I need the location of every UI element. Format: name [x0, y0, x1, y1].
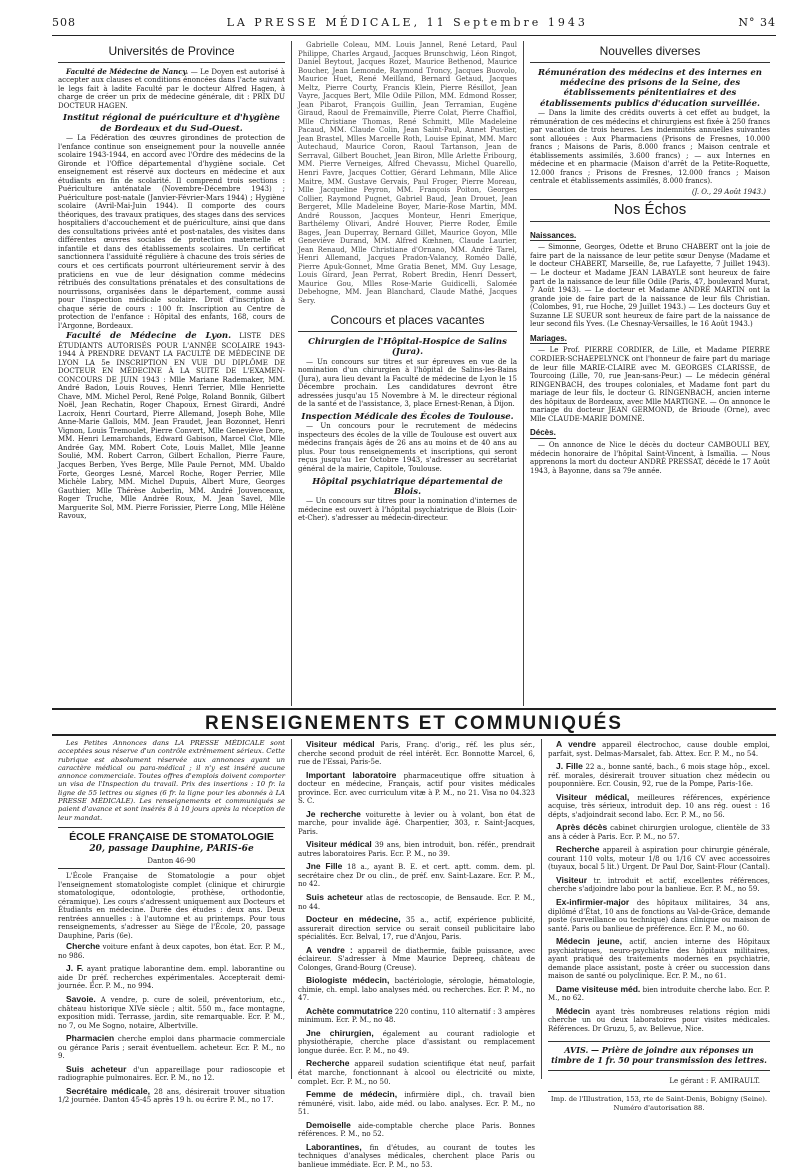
article-text-lyon: LISTE DES ÉTUDIANTS AUTORISÉS POUR L'ANNÉE SCOLAIRE 1943-1944 À PRENDRE DEVANT LA FACULTÉ DE MÉDECINE DE LYON LA 5e INSCRIPTION EN VUE DU DIPLÔME DE DOCTEUR EN MÉDECINE À LA SUITE DE L'EXAMEN-CONCOURS DE JUIN 1943 : Mlle Mariane Rademaker, MM. André Badon, Louis Rouves, Henri Terrier, Mlle Henriette Chave, MM. Michel Perol, René Polge, Roland Bonnik, Gilbert Noël, Jean Rechatin, Roger Chapoux, Ernest Girardi, André Lacroix, Henri Courtard, Pierre Allemand, Joseph Bohe, Mlle Anne-Marie Gallois, MM. Jean Fraudet, Jean Bozonnet, Henri Vignon, Louis Tremoulet, Pierre Convert, Mlle Geneviève Dore, MM. Henri Lemarchands, Edward Gabison, Marcel Clot, Mlle Andrée Gay, MM. Robert Cote, Louis Mallet, Mlle Jeanne Soulié, MM. Robert Carron, Gilbert Echallon, Pierre Faure, Jacques Berben, Yves Berge, Mlle Paule Pernot, MM. Ubaldo Forte, Georges Lesné, Marcel Roche, Roger Perrier, Mlle Michèle Labry, MM. Michel Dupuis, Albert Mure, Georges Gauthier, Mlle Thérèse Auberlin, MM. André Jouvenceaux, Roger Truche, Mlle Andrée Roux, M. Jean Savel, Mlle Marguerite Sol, MM. Pierre Forissier, Pierre Long, Mlle Hélène Ravoux,	[58, 332, 285, 521]
classified-ad-head: Ex-infirmier-major	[556, 896, 630, 907]
classified-ad-text: tr. introduit et actif, excellentes références, cherche s'adjoindre labo pour la banlieue. Ecr. P. M., no 59.	[548, 876, 771, 894]
classified-ad-head: Suis acheteur	[306, 891, 363, 902]
ads-list-2	[298, 739, 535, 1169]
classified-ad-text: A vendre, p. cure de soleil, préventorium, etc., château historique XIVe siècle ; altit. 550 m., face montagne, exposition midi. Terrasse, jardin, site remarquable. Ecr. P. M., no 7, ou Me Sogno, notaire, Albertville.	[58, 996, 285, 1030]
classified-ad-head: Recherche	[556, 844, 600, 855]
classified-ad-text: cherche emploi dans pharmacie commerciale ou gérance Paris ; serait éventuellem. acheteur. Ecr. P. M., no 9.	[58, 1035, 285, 1061]
classified-ad-text: 18 a., ayant B. E. et cert. aptt. comm. dem. pl. secrétaire chez Dr ou clin., de préf. env. Saint-Lazare. Ecr. P. M., no 42.	[298, 863, 535, 889]
classified-ad	[298, 861, 535, 889]
column-nouvelles	[524, 41, 776, 706]
classified-ad-text: appareil électrochoc, cause double emploi, parfait, syst. Delmas-Marsalet, fab. Attex. Ecr. P. M., no 54.	[548, 741, 770, 758]
school-name: ÉCOLE FRANÇAISE DE STOMATOLOGIE	[69, 830, 274, 843]
nouvelles-head-remuneration: Rémunération des médecins et des internes en médecine des prisons de la Seine, des établissements pénitentiaires et des établissements publics d'éducation surveillée.	[538, 67, 762, 109]
classified-ad	[298, 975, 535, 1003]
classified-ad	[298, 809, 535, 837]
classified-ad	[548, 844, 770, 872]
classified-ad-text: appareil à aspiration pour chirurgie générale, courant 110 volts, moteur 1/8 ou 1/16 CV avec accessoires (tuyaux, bocal 5 lit.) Urgent. Dr Paul Dor, Saint-Flour (Cantal).	[548, 846, 770, 872]
classified-ad	[298, 1028, 535, 1056]
annonces-intro: Les Petites Annonces dans LA PRESSE MÉDICALE sont acceptées sous réserve d'un contrôle extrêmement sérieux. Cette rubrique est absolument réservée aux annonces ayant un caractère médical ou para-médical ; il n'y est inséré aucune annonce commerciale. Toutes offres d'emplois doivent comporter un visa de l'Inspection du travail. Prix des insertions : 10 fr. la ligne de 55 lettres ou signes (6 fr. la ligne pour les abonnés à LA PRESSE MÉDICALE). Les renseignements et communiqués se paient d'avance et sont insérés 8 à 10 jours après la réception de leur mandat.	[58, 739, 285, 822]
classified-ad-head: Biologiste médecin,	[306, 975, 390, 986]
classified-ad	[548, 1006, 770, 1034]
classified-ad-head: Achète commutatrice	[306, 1005, 393, 1016]
classified-ad-text: des hôpitaux militaires, 34 ans, diplômé d'État, 10 ans de fonctions au Val-de-Grâce, demande poste (surveillance ou technique) dans clinique ou maison de santé. Paris ou banlieue de préférence. Ecr. P. M., no 60.	[548, 898, 770, 933]
classified-ad	[58, 941, 285, 960]
classified-ad	[58, 1086, 285, 1105]
classified-ad-head: Visiteur médical,	[556, 791, 630, 802]
classified-ad-text: voiturette à levier ou à volant, bon état de marche, pour invalide âgé. Charpentier, 303, r. Saint-Jacques, Paris.	[298, 810, 535, 836]
classified-ad	[548, 761, 770, 789]
classified-ad-text: infirmière dipl., ch. travail bien rémunéré, visit. labo, aide méd. ou labo. analyses. Ecr. P. M., no 51.	[298, 1091, 535, 1117]
classified-ad	[298, 1089, 535, 1117]
classified-ad-text: appareil de diathermie, faible puissance, avec éclaireur. S'adresser à Mme Maurice Depreeq, château de Colonges, Grand-Bourg (Creuse).	[298, 946, 535, 972]
classified-ad-head: Médecin jeune,	[556, 936, 622, 947]
classified-ad-head: Cherche	[66, 941, 101, 952]
column-annonces-1	[52, 739, 292, 1105]
classified-ad-head: Demoiselle	[306, 1119, 351, 1130]
classified-ad-text: actif, ancien interne des Hôpitaux psychiatriques, neuro-psychiatre des hôpitaux militaires, ayant pratiqué des traitements modernes en psychiatrie, demande place assistant, poste à créer ou succession dans maison de santé ou polyclinique. Ecr. P. M., no 61.	[548, 938, 770, 981]
classified-ad	[58, 1064, 285, 1083]
section-title-nouvelles: Nouvelles diverses	[530, 44, 770, 63]
classified-ad-text: bien introduite cherche labo. Ecr. P. M., no 62.	[548, 985, 770, 1003]
text-mariages: — Le Prof. PIERRE CORDIER, de Lille, et Madame PIERRE CORDIER-SCHAEPELYNCK ont l'honneur de faire part du mariage de leur fille MARIE-CLAIRE avec M. GEORGES CLARISSE, de Tourcoing (Lille, 70, rue Jean-sans-Peur.) — Le médecin général RINGENBACH, des troupes coloniales, et Madame font part du mariage de leur fils, le docteur G. RINGENBACH, ancien interne des hôpitaux de Bordeaux, avec Mlle MARTIGNE. — On annonce le mariage du docteur JEAN GERMOND, de Brioude (Orne), avec Mlle CLAUDE-MARIE DOMINÉ.	[530, 346, 770, 423]
classified-ad-head: A vendre	[556, 739, 596, 749]
school-box	[58, 827, 285, 869]
classified-ad-text: 35 a., actif, expérience publicité, assurerait direction service ou serait conseil publicitaire labo spécialités. Ecr. Belval, 17, rue d'Anjou, Paris.	[298, 916, 535, 942]
classified-ad-head: Jne chirurgien,	[306, 1027, 374, 1038]
classified-ad-head: Je recherche	[306, 808, 361, 819]
classified-ad-text: appareil sudation scientifique état neuf, parfait état marche, fonctionnant à alcool ou électricité ou mixte, complet. Ecr. P. M., no 50.	[298, 1060, 536, 1086]
classified-ad	[298, 892, 535, 911]
classified-ad-text: d'un appareillage pour radioscopie et radiographie pulmonaires. Ecr. P. M., no 12.	[58, 1065, 285, 1083]
classified-ad	[298, 1058, 535, 1086]
section-banner-renseignements: RENSEIGNEMENTS ET COMMUNIQUÉS	[52, 708, 776, 736]
classified-ad	[548, 936, 770, 981]
classified-ad-head: Docteur en médecine,	[306, 914, 401, 925]
classified-ad-head: J. Fille	[556, 761, 583, 772]
ads-list-1	[58, 941, 285, 1105]
classified-ad	[298, 1120, 535, 1139]
column-annonces-2	[292, 739, 542, 1169]
classified-ad-head: A vendre :	[306, 944, 353, 955]
concours-text-toulouse: — Un concours pour le recrutement de médecins inspecteurs des écoles de la ville de Toulouse est ouvert aux médecins français âgés de 26 ans au moins et de 40 ans au plus. Pour tous renseignements et inscriptions, qui seront reçus jusqu'au 1er Octobre 1943, s'adresser au secrétariat général de la mairie, Capitole, Toulouse.	[298, 422, 517, 474]
classified-ad-head: Visiteur médical	[306, 839, 372, 850]
concours-head-toulouse: Inspection Médicale des Écoles de Toulouse.	[301, 412, 514, 422]
classified-ad	[298, 739, 535, 767]
classified-ad-head: Dame visiteuse méd.	[556, 983, 641, 994]
section-title-universites: Universités de Province	[58, 44, 285, 63]
classified-ad-text: 28 ans, désirerait trouver situation 1/2 journée. Danton 45-45 après 19 h. ou écrire P. M., no 17.	[58, 1087, 285, 1105]
classified-ad-text: 39 ans, bien introduit, bon. référ., prendrait autres laboratoires Paris. Ecr. P. M., no 39.	[298, 841, 535, 858]
classified-ad-head: Visiteur	[556, 874, 588, 885]
classified-ad	[298, 839, 535, 858]
classified-ad-text: bactériologie, sérologie, hématologie, chimie, ch. empl. labo analyses méd. ou recherches. Ecr. P. M., no 47.	[298, 977, 535, 1003]
article-head-bordeaux: Institut régional de puériculture et d'hygiène de Bordeaux et du Sud-Ouest.	[63, 113, 280, 134]
classified-ad-text: meilleures références, expérience acquise, très sérieux, introduit dep. 10 ans rég. ouest : 16 dépts, s'adjoindrait second labo. Ecr. P. M., no 56.	[548, 793, 770, 819]
classified-ad-text: cabinet chirurgien urologue, clientèle de 33 ans à céder à Paris. Ecr. P. M., no 57.	[548, 824, 770, 841]
subhead-mariages: Mariages.	[530, 333, 567, 343]
classified-ad-text: voiture enfant à deux capotes, bon état. Ecr. P. M., no 986.	[58, 943, 285, 960]
concours-text-blois: — Un concours sur titres pour la nomination d'internes de médecine est ouvert à l'hôpital psychiatrique de Blois (Loir-et-Cher). s'adresser au médecin-directeur.	[298, 497, 517, 523]
article-text-bordeaux: — La Fédération des œuvres girondines de protection de l'enfance continue son enseignement pour la nouvelle année scolaire 1943-1944, en accord avec l'Ordre des médecins de la Gironde et l'Office départemental d'hygiène sociale. Cet enseignement est réservé aux docteurs en médecine et aux étudiants en fin de scolarité. Il comprend trois sections : Puériculture anténatale (Novembre-Décembre 1943) ; Puériculture post-natale (Janvier-Février-Mars 1944) ; Hygiène scolaire (Avril-Mai-Juin 1944). Il comporte des cours théoriques, des travaux pratiques, des stages dans des services hospitaliers d'accouchement et de puériculture, ainsi que dans des consultations privées anté et post-natales, des visites dans différentes œuvres sociales de protection maternelle et infantile et dans des établissements scolaires. Un certificat sanctionnera l'assiduité régulière à chacune des trois séries de cours et ces certificats pourront ultérieurement servir à des praticiens en vue de leur désignation comme médecins rétribués des consultations prénatales et des consultations de nourrissons, organisées dans le département, comme aussi pour l'inspection médicale scolaire. Droit d'inscription à chaque série de cours : 100 fr. Inscription au Centre de protection de l'enfance : Hôpital des enfants, 168, cours de l'Argonne, Bordeaux.	[58, 134, 285, 330]
text-naissances: — Simonne, Georges, Odette et Bruno CHABERT ont la joie de faire part de la naissance de leur petite sœur Denyse (Madame et le docteur CHABERT, Marseille, 8e, rue Lafayette, 7 Juillet 1943). — Le docteur et Madame JEAN LABAYLE sont heureux de faire part de la naissance de leur fille Odile (Paris, 47, boulevard Murat, 7 Août 1943). — Le docteur et Madame ANDRÉ MARTIN ont la grande joie de faire part de la naissance de leur fils Christian. (Colombes, 91, rue Hoche, 29 Juillet 1943.) — Les docteurs Guy et Suzanne LE SUEUR sont heureux de faire part de la naissance de leur second fils Yves. (Le Chesnay-Versailles, le 16 Août 1943.)	[530, 243, 770, 329]
section-title-echos: Nos Échos	[530, 199, 770, 221]
article-head-lyon: Faculté de Médecine de Lyon.	[66, 331, 232, 342]
classified-ad-text: Paris, Franç. d'orig., réf. les plus sér., cherche second produit de réel intérêt. Ecr. Bonnotte Marcel, 6, rue de l'Essai, Paris-5e.	[298, 741, 535, 767]
text-deces: — On annonce de Nice le décès du docteur CAMBOULI BEY, médecin honoraire de l'hôpital Saint-Vincent, à Ismaïlia. — Nous apprenons la mort du docteur ANDRÉ PRESSAT, décédé le 17 Août 1943, à Bayonne, dans sa 79e année.	[530, 441, 770, 475]
journal-title: LA PRESSE MÉDICALE, 11 Septembre 1943	[226, 16, 588, 29]
nouvelles-source: (J. O., 29 Août 1943.)	[691, 187, 766, 196]
column-concours	[292, 41, 524, 706]
classified-ad	[298, 770, 535, 806]
page-number: 508	[52, 16, 76, 29]
classified-ad-text: 22 a., bonne santé, bach., 6 mois stage hôp., excel. réf. morales, désirerait trouver situation chez médecin ou pouponnière. Ecr. Cousin, 92, rue de la Pompe, Paris-16e.	[548, 763, 770, 789]
classified-ad-head: Visiteur médical	[306, 739, 375, 749]
classified-ad	[548, 875, 770, 894]
concours-head-blois: Hôpital psychiatrique départemental de Blois.	[312, 476, 503, 497]
classified-ad-text: 220 continu, 110 alternatif : 3 ampères minimum. Ecr. P. M., no 48.	[298, 1007, 535, 1025]
classified-ad-head: Important laboratoire	[306, 769, 397, 780]
classified-ad	[548, 739, 770, 758]
top-section	[52, 41, 776, 706]
classified-ad-head: Après décès	[556, 822, 608, 833]
classified-ad-text: atlas de rectoscopie, de Bensaude. Ecr. P. M., no 44.	[298, 893, 535, 911]
classified-ad	[298, 1006, 535, 1025]
gerant-line: Le gérant : F. AMIRAULT.	[669, 1076, 760, 1085]
classified-ad	[548, 792, 770, 820]
classified-ad	[548, 822, 770, 841]
article-lyon	[58, 331, 285, 521]
column-annonces-3	[542, 739, 776, 1112]
column-universites	[52, 41, 292, 706]
classified-ad	[58, 1033, 285, 1061]
classified-ad-text: pharmaceutique offre situation à docteur en médecine, Français, actif pour visites médicales province. Ecr. avec curriculum vitæ à P. M., no 21. Visa no 04.323 S. C.	[298, 771, 536, 806]
classified-ad-head: Femme de médecin,	[306, 1089, 398, 1100]
article-head-nancy: Faculté de Médecine de Nancy.	[66, 66, 189, 76]
concours-text-salins: — Un concours sur titres et sur épreuves en vue de la nomination d'un chirurgien à l'hôpital de Salins-les-Bains (Jura), aura lieu devant la Faculté de médecine de Lyon le 15 Décembre prochain. Les candidatures devront être adressées jusqu'au 15 Novembre à M. le directeur régional de la santé et de l'assistance, 3, place Ernest-Renan, à Dijon.	[298, 357, 517, 409]
bottom-section	[52, 739, 776, 1169]
article-text-nancy: — Le Doyen est autorisé à accepter aux clauses et conditions énoncées dans l'acte suivant le legs fait à ladite Faculté par le docteur Alfred Hagen, à charge de créer un prix de médecine générale, dit : PRIX DU DOCTEUR HAGEN.	[58, 67, 285, 110]
classified-ad-head: Secrétaire médicale,	[66, 1085, 150, 1096]
ads-list-3	[548, 739, 770, 1033]
article-nancy	[58, 68, 285, 111]
classified-ad	[548, 897, 770, 933]
running-head	[52, 16, 776, 36]
classified-ad-head: Recherche	[306, 1058, 350, 1069]
classified-ad-text: ayant pratique laborantine dem. empl. laborantine ou aide Dr préf. recherches expérimentales. Accepterait demi-journée. Ecr. P. M., no 994.	[58, 965, 285, 991]
classified-ad-text: aide-comptable cherche place Paris. Bonnes références. P. M., no 52.	[298, 1121, 535, 1139]
classified-ad	[58, 963, 285, 991]
nouvelles-text-remuneration: — Dans la limite des crédits ouverts à cet effet au budget, la rémunération de ces médecins et chirurgiens est fixée à 250 francs par vacation de trois heures. Les indemnités annuelles suivantes sont allouées : Aux Pharmaciens (Prisons de Fresnes, 10.000 francs ; Maisons de Paris, 8.000 francs ; Maison centrale et établissements assimilés, 3.600 francs) ; — aux Internes en médecine et en pharmacie (Maison d'arrêt de la Petite-Roquette, 12.000 francs ; Prisons de Fresnes, 12.000 francs ; Maison centrale et établissements assimilés, 8.000 francs).	[530, 109, 770, 186]
classified-ad	[548, 984, 770, 1003]
classified-ad-head: Laborantines,	[306, 1141, 362, 1152]
classified-ad-head: Jne Fille	[306, 861, 343, 872]
classified-ad-head: Savoie.	[66, 994, 96, 1005]
imprint-line: Imp. de l'Illustration, 153, rte de Saint-Denis, Bobigny (Seine). Numéro d'autorisation 88.	[548, 1091, 770, 1112]
classified-ad-text: également au courant radiologie et physiothérapie, cherche place d'assistant ou remplacement longue durée. Ecr. P. M., no 49.	[298, 1029, 536, 1055]
classified-ad-head: Pharmacien	[66, 1033, 115, 1044]
classified-ad-head: J. F.	[66, 963, 84, 974]
classified-ad	[298, 1142, 535, 1169]
classified-ad	[298, 914, 535, 942]
classified-ad-text: fin d'études, au courant de toutes les techniques d'analyses médicales, cherchent place Paris ou banlieue immédiate. Ecr. P. M., no 53.	[298, 1143, 536, 1169]
subhead-naissances: Naissances.	[530, 230, 577, 240]
classified-ad	[298, 945, 535, 973]
section-title-concours: Concours et places vacantes	[298, 313, 517, 332]
avis-box: AVIS. — Prière de joindre aux réponses un timbre de 1 fr. 50 pour transmission des lettres.	[548, 1041, 770, 1071]
classified-ad-head: Médecin	[556, 1005, 591, 1016]
classified-ad	[58, 994, 285, 1030]
issue-number: N° 34	[738, 16, 776, 29]
student-list-continued: Gabrielle Coleau, MM. Louis Jannel, René Letard, Paul Philippe, Charles Argaud, Jacques Brunschwig, Léon Ringot, Daniel Beytout, Jacques Rozet, Maurice Bethenod, Maurice Boucher, Jean Lemonde, Raymond Troncy, Jacques Buovolo, Maurice Huet, René Meilland, Bernard Getaud, Jacques Meltz, Pierre Courty, Francis Klein, Pierre Résillot, Jean Vayre, Jacques Bert, Mlle Odile Pillon, MM. Edmond Rosser, Jean Pibarot, François Guillin, Jean Terramian, Eugène Giraud, Raoul de Fremainville, Pierre Colat, Pierre Chaffiol, Mlle Christiane Thomas, René Schmitt, Mlle Madeleine Pacaud, MM. Claude Colin, Jean Saint-Paul, Annet Pustier, Jean Brastel, Mlles Marcelle Roth, Louise Epinat, MM. Marc Autechaud, Maurice Coron, Raoul Tartanson, Jean de Serraval, Gilbert Bouchet, Jean Biron, Mlle Arlette Fribourg, MM. Pierre Verneiges, Alfred Chevassu, Michel Quarello, Henri Favre, Jacques Cottier, Gérard Lehmann, Mlle Alice Maitre, MM. Gustave Gervais, Paul Froger, Pierre Moreau, Mlle Jacqueline Peyron, MM. François Poiton, Georges Collier, Raymond Pugnet, Gabriel Baud, Jean Drouet, Jean Bergeret, Mlle Madeleine Boyer, Marie-Rose Martin, MM. André Rousson, Jacques Monteur, Henri Emerique, Barthélemy Olivari, André Houver, Pierre Roder, Émile Bages, Jean Duperray, Bernard Gillet, Maurice Goyon, Mlle Geneviève Durand, MM. Alfred Kœhnen, Claude Laurier, Jean Renaud, Mlle Christiane d'Ornano, MM. André Tarel, Henri Allemand, Jacques Pradon-Valancy, Roméo Dallé, Pierre Apuk-Gonnet, Mme Gratia Benet, MM. Guy Lesage, Louis Girard, Jean Perrat, Robert Bredin, Henri Dessert, Maurice Gou, Mlles Rose-Marie Guidicelli, Salomée Debehogne, MM. Jean Blanchard, Claude Mathé, Jacques Sery.	[298, 41, 517, 305]
school-text: L'École Française de Stomatologie a pour objet l'enseignement stomatologiste complet (clinique et chirurgie stomatologique, odontologie, prothèse, orthodontie, céramique). Les cours s'adressent uniquement aux Docteurs et Étudiants en médecine. Durée des études : deux ans. Deux rentrées annuelles : à l'automne et au printemps. Pour tous renseignements, s'adresser au Siège de l'École, 20, passage Dauphine, Paris (6e).	[58, 872, 285, 940]
school-address: 20, passage Dauphine, PARIS-6e	[89, 843, 254, 854]
school-phone: Danton 46-90	[147, 856, 196, 865]
subhead-deces: Décès.	[530, 428, 556, 438]
classified-ad-text: ayant très nombreuses relations région midi cherche un ou deux laboratoires pour visites médicales. Références. Dr Gruzu, 5, av. Bellevue, Nice.	[548, 1007, 770, 1033]
classified-ad-head: Suis acheteur	[66, 1063, 127, 1074]
concours-head-salins: Chirurgien de l'Hôpital-Hospice de Salins (Jura).	[308, 337, 507, 358]
